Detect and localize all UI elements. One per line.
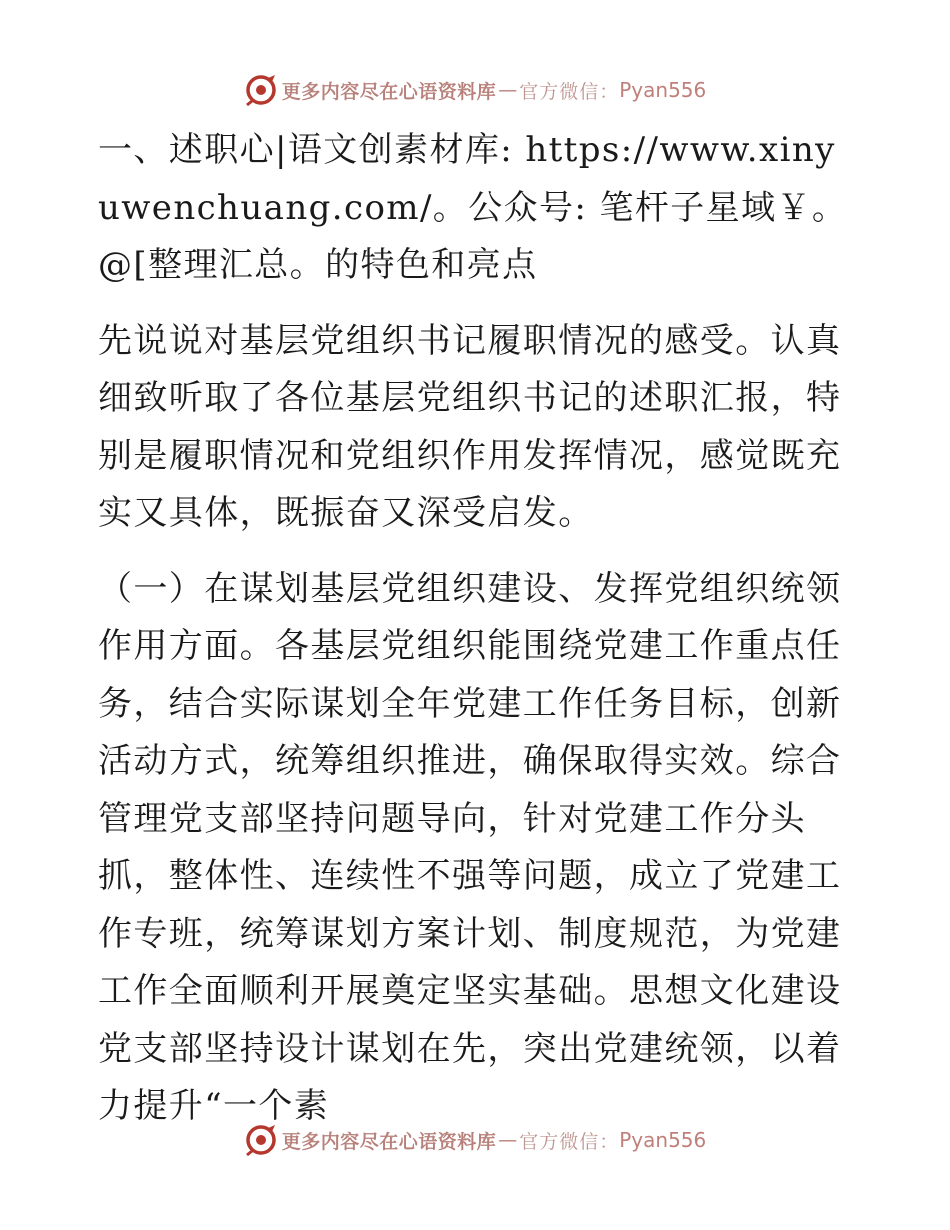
document-body — [98, 122, 858, 1136]
paragraph-intro: 先说说对基层党组织书记履职情况的感受。认真细致听取了各位基层党组织书记的述职汇报，特别是履职情况和党组织作用发挥情况，感觉既充实又具体，既振奋又深受启发。 — [98, 320, 842, 533]
header-banner — [0, 70, 950, 110]
footer-wechat-id: Pyan556 — [619, 1128, 707, 1152]
header-official-label: 官方微信： — [519, 80, 620, 103]
brand-logo-icon — [244, 1123, 278, 1157]
header-banner-text: 更多内容尽在心语资料库 — [281, 80, 497, 103]
paragraph-section-one: （一）在谋划基层党组织建设、发挥党组织统领作用方面。各基层党组织能围绕党建工作重点任务，结合实际谋划全年党建工作任务目标，创新活动方式，统筹组织推进，确保取得实效。综合管理党支部坚持问题导向，针对党建工作分头抓，整体性、连续性不强等问题，成立了党建工作专班，统筹谋划方案计划、制度规范，为党建工作全面顺利开展奠定坚实基础。思想文化建设党支部坚持设计谋划在先，突出党建统领，以着力提升“一个素 — [98, 568, 842, 1126]
header-wechat-id: Pyan556 — [619, 78, 707, 102]
footer-banner — [0, 1120, 950, 1160]
paragraph-heading: 一、述职心|语文创素材库: https://www.xinyuwenchuang.com/。公众号: 笔杆子星域￥。@[整理汇总。的特色和亮点 — [98, 130, 848, 285]
footer-official-label: 官方微信： — [519, 1130, 620, 1153]
brand-logo-icon — [244, 73, 278, 107]
footer-banner-separator: — — [498, 1129, 518, 1151]
header-banner-separator: — — [498, 79, 518, 101]
footer-banner-text: 更多内容尽在心语资料库 — [281, 1130, 497, 1153]
